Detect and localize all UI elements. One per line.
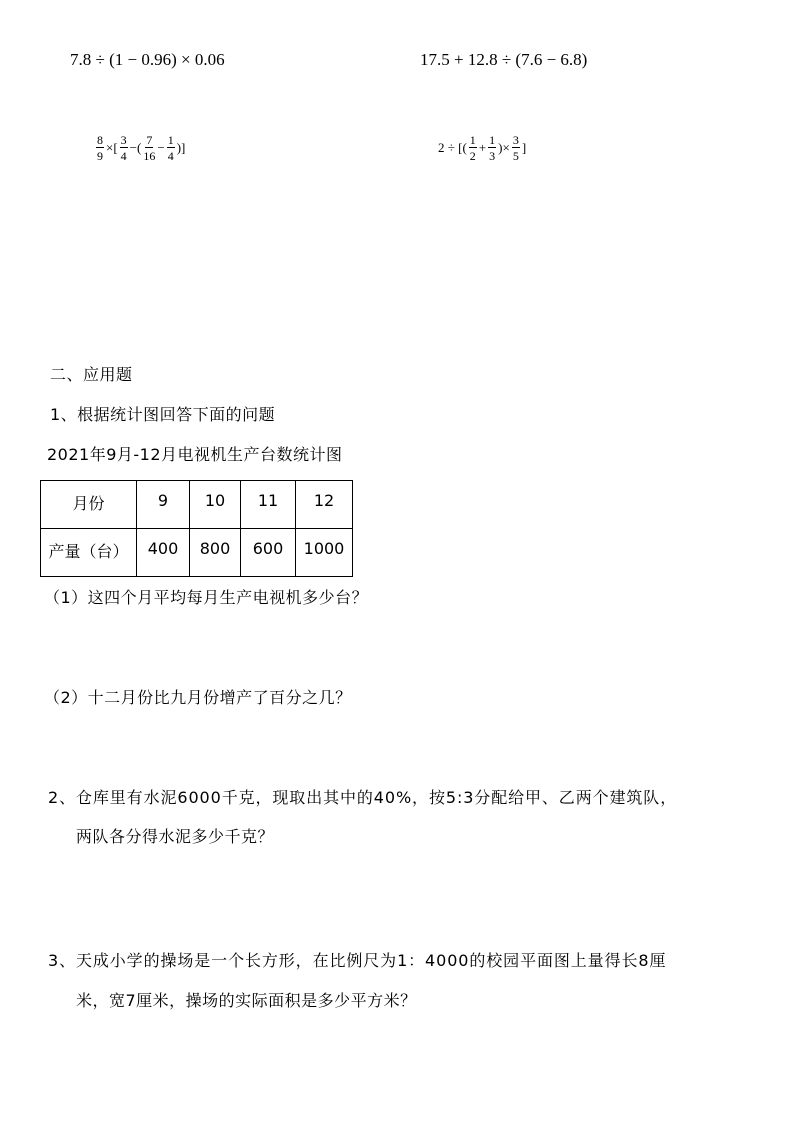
calc-expression-1: 7.8 ÷ (1 − 0.96) × 0.06 (70, 50, 225, 69)
fraction (469, 134, 477, 162)
table-header-cell: 10 (190, 481, 241, 529)
table-header-cell: 9 (137, 481, 190, 529)
fraction (512, 134, 520, 162)
numerator: 1 (167, 133, 174, 147)
numerator: 1 (469, 133, 476, 147)
question-1-sub-2: （2）十二月份比九月份增产了百分之几？ (44, 688, 352, 707)
operator: + (478, 140, 487, 155)
calc-expression-2: 17.5 + 12.8 ÷ (7.6 − 6.8) (420, 50, 588, 69)
operator: ] (521, 140, 527, 155)
table-cell: 产量（台） (41, 529, 137, 577)
question-3-line-2: 米，宽7厘米，操场的实际面积是多少平方米？ (76, 991, 417, 1010)
operator: )] (176, 140, 186, 155)
table-header-cell: 12 (296, 481, 353, 529)
denominator: 3 (489, 149, 496, 163)
table-header-cell: 11 (241, 481, 296, 529)
denominator: 16 (143, 149, 156, 163)
question-1-prompt: 1、根据统计图回答下面的问题 (50, 405, 276, 424)
fraction (96, 134, 104, 162)
operator: ×[ (106, 140, 118, 155)
question-1-sub-1: （1）这四个月平均每月生产电视机多少台？ (44, 588, 369, 607)
table-cell: 1000 (296, 529, 353, 577)
table-header-cell: 月份 (41, 481, 137, 529)
denominator: 4 (167, 149, 174, 163)
operator: 2 ÷ [( (438, 140, 467, 155)
question-2-line-1: 2、仓库里有水泥6000千克，现取出其中的40%，按5:3分配给甲、乙两个建筑队， (48, 788, 678, 807)
numerator: 7 (146, 133, 153, 147)
denominator: 5 (512, 149, 519, 163)
table-row (41, 529, 353, 577)
question-2-line-2: 两队各分得水泥多少千克？ (76, 827, 275, 846)
table-cell: 800 (190, 529, 241, 577)
numerator: 1 (489, 133, 496, 147)
fraction (143, 134, 155, 162)
table-cell: 600 (241, 529, 296, 577)
question-3-line-1: 3、天成小学的操场是一个长方形，在比例尺为1：4000的校园平面图上量得长8厘 (48, 951, 667, 970)
numerator: 3 (120, 133, 127, 147)
operator: −( (129, 140, 142, 155)
denominator: 9 (97, 149, 103, 163)
production-table (40, 480, 353, 577)
fraction (120, 134, 128, 162)
table-row (41, 481, 353, 529)
operator: )× (498, 140, 510, 155)
numerator: 8 (97, 133, 103, 147)
calc-expression-3 (95, 134, 186, 162)
calc-expression-4 (437, 134, 527, 162)
denominator: 4 (120, 149, 127, 163)
table-title: 2021年9月-12月电视机生产台数统计图 (47, 445, 343, 464)
table-cell: 400 (137, 529, 190, 577)
fraction (488, 134, 496, 162)
numerator: 3 (512, 133, 519, 147)
section-title: 二、应用题 (50, 365, 133, 384)
operator: − (157, 140, 165, 155)
denominator: 2 (469, 149, 476, 163)
fraction (167, 134, 175, 162)
